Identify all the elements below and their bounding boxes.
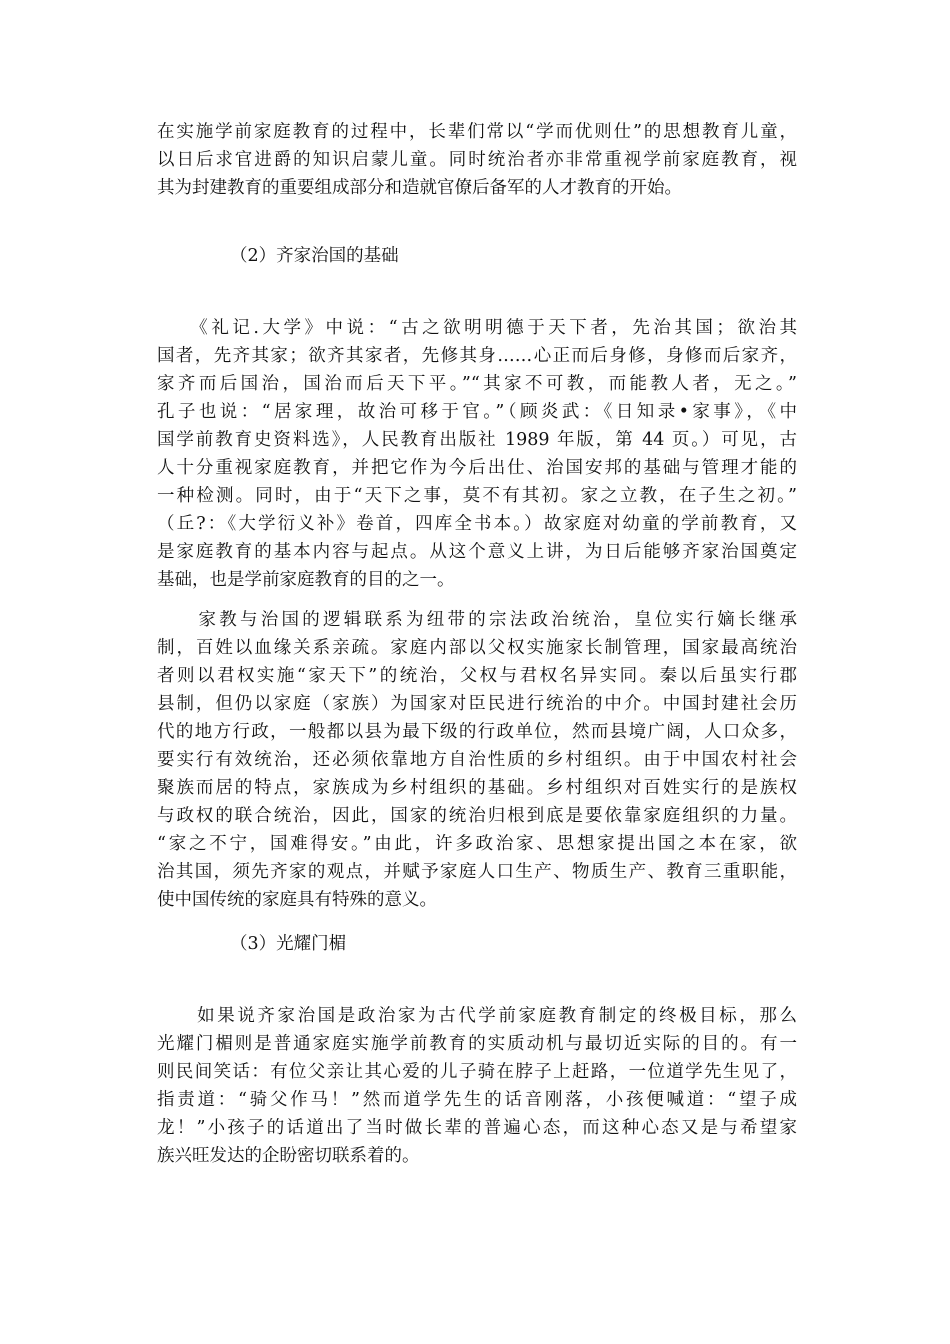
text-line: 一种检测。同时，由于“天下之事，莫不有其初。家之立教，在子生之初。” [157,486,797,506]
section-heading-3: （3）光耀门楣 [230,934,347,954]
text-line: 聚族而居的特点，家族成为乡村组织的基础。乡村组织对百姓实行的是族权 [157,778,797,798]
text-line: 与政权的联合统治，因此，国家的统治归根到底是要依靠家庭组织的力量。 [157,806,797,826]
text-line: 制，百姓以血缘关系亲疏。家庭内部以父权实施家长制管理，国家最高统治 [157,638,797,658]
section-heading-2: （2）齐家治国的基础 [230,246,399,266]
paragraph-3 [157,606,797,914]
text-line: 代的地方行政，一般都以县为最下级的行政单位，然而县境广阔，人口众多， [157,722,797,742]
text-line: 国者，先齐其家；欲齐其家者，先修其身……心正而后身修，身修而后家齐， [157,346,797,366]
text-line: 龙！”小孩子的话道出了当时做长辈的普遍心态，而这种心态又是与希望家 [157,1118,797,1138]
text-line: 以日后求官进爵的知识启蒙儿童。同时统治者亦非常重视学前家庭教育，视 [157,150,797,170]
text-line: 光耀门楣则是普通家庭实施学前教育的实质动机与最切近实际的目的。有一 [157,1034,797,1054]
text-line: 则民间笑话：有位父亲让其心爱的儿子骑在脖子上赶路，一位道学先生见了， [157,1062,797,1082]
text-line: 要实行有效统治，还必须依靠地方自治性质的乡村组织。由于中国农村社会 [157,750,797,770]
text-line: 孔子也说：“居家理，故治可移于官。”（顾炎武：《日知录•家事》，《中 [157,402,797,422]
text-line: 人十分重视家庭教育，并把它作为今后出仕、治国安邦的基础与管理才能的 [157,458,797,478]
text-line: “家之不宁，国难得安。”由此，许多政治家、思想家提出国之本在家，欲 [157,834,797,854]
paragraph-4 [157,1002,797,1170]
text-line: 使中国传统的家庭具有特殊的意义。 [157,890,437,910]
text-line: 其为封建教育的重要组成部分和造就官僚后备军的人才教育的开始。 [157,178,682,198]
paragraph-1 [157,118,797,202]
text-line: 《礼记.大学》中说：“古之欲明明德于天下者，先治其国；欲治其 [157,318,797,338]
text-line: 者则以君权实施“家天下”的统治，父权与君权名异实同。秦以后虽实行郡 [157,666,797,686]
paragraph-2 [157,314,797,594]
text-line: 家教与治国的逻辑联系为纽带的宗法政治统治，皇位实行嫡长继承 [157,610,797,630]
text-line: 是家庭教育的基本内容与起点。从这个意义上讲，为日后能够齐家治国奠定 [157,542,797,562]
text-line: 族兴旺发达的企盼密切联系着的。 [157,1146,420,1166]
text-line: 指责道：“骑父作马！”然而道学先生的话音刚落，小孩便喊道：“望子成 [157,1090,797,1110]
text-line: 治其国，须先齐家的观点，并赋予家庭人口生产、物质生产、教育三重职能， [157,862,797,882]
text-line: 家齐而后国治，国治而后天下平。”“其家不可教，而能教人者，无之。” [157,374,797,394]
text-line: 县制，但仍以家庭（家族）为国家对臣民进行统治的中介。中国封建社会历 [157,694,797,714]
text-line: 国学前教育史资料选》，人民教育出版社 1989 年版，第 44 页。）可见，古 [157,430,797,450]
text-line: 在实施学前家庭教育的过程中，长辈们常以“学而优则仕”的思想教育儿童， [157,122,797,142]
text-line: 基础，也是学前家庭教育的目的之一。 [157,570,455,590]
text-line: 如果说齐家治国是政治家为古代学前家庭教育制定的终极目标，那么 [157,1006,797,1026]
text-line: （丘?：《大学衍义补》卷首，四库全书本。）故家庭对幼童的学前教育，又 [157,514,797,534]
